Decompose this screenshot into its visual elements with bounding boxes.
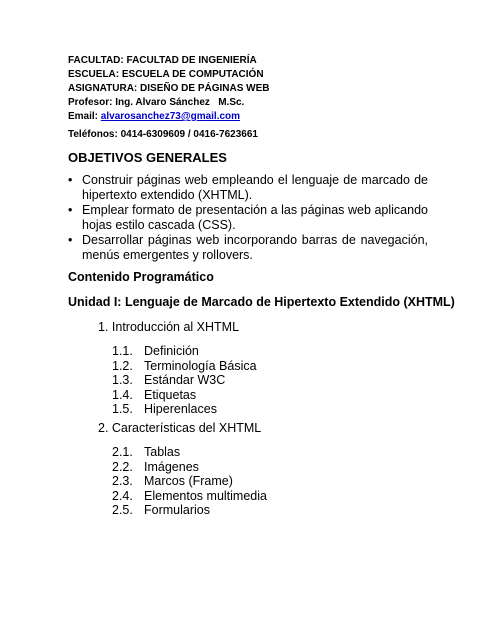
subtopic-number: 2.2.	[112, 459, 133, 474]
list-item	[112, 474, 267, 489]
unidad-title: Unidad I: Lenguaje de Marcado de Hipertexto Extendido (XHTML)	[68, 295, 455, 309]
subtopic-text: Etiquetas	[144, 387, 197, 402]
subtopic-number: 1.3.	[112, 373, 133, 387]
subtopic-list-2	[112, 445, 267, 518]
list-item	[68, 203, 428, 233]
objetivo-text: Construir páginas web empleando el lenguaje de marcado de hipertexto extendido (XHTML).	[82, 173, 428, 202]
objetivo-text: Desarrollar páginas web incorporando barras de navegación, menús emergentes y rollovers.	[82, 233, 428, 262]
header-profesor: Profesor: Ing. Alvaro Sánchez M.Sc.	[68, 97, 245, 108]
subtopic-text: Marcos (Frame)	[144, 474, 233, 488]
contenido-title: Contenido Programático	[68, 270, 214, 284]
list-item	[112, 489, 267, 504]
list-item	[68, 233, 428, 263]
list-item	[112, 402, 257, 417]
objetivo-text: Emplear formato de presentación a las páginas web aplicando hojas estilo cascada (CSS).	[82, 203, 428, 232]
bullet-icon: •	[68, 233, 73, 247]
list-item	[112, 388, 257, 403]
list-item	[112, 445, 267, 460]
bullet-icon: •	[68, 203, 73, 217]
subtopic-number: 1.5.	[112, 402, 133, 416]
list-item	[112, 460, 267, 475]
subtopic-text: Imágenes	[144, 459, 199, 474]
subtopic-text: Terminología Básica	[144, 358, 257, 373]
subtopic-number: 1.2.	[112, 358, 133, 373]
header-escuela: ESCUELA: ESCUELA DE COMPUTACIÓN	[68, 69, 264, 80]
objetivos-list	[68, 173, 428, 263]
header-telefonos: Teléfonos: 0414-6309609 / 0416-7623661	[68, 129, 258, 140]
subtopic-list-1	[112, 344, 257, 417]
topic-2: 2. Características del XHTML	[98, 421, 262, 435]
topic-1: 1. Introducción al XHTML	[98, 320, 240, 334]
email-label: Email:	[68, 111, 101, 122]
email-link[interactable]: alvarosanchez73@gmail.com	[100, 111, 241, 122]
subtopic-number: 2.5.	[112, 503, 133, 517]
subtopic-number: 1.1.	[112, 344, 133, 358]
list-item	[112, 359, 257, 374]
list-item	[68, 173, 428, 203]
bullet-icon: •	[68, 173, 73, 187]
objetivos-title: OBJETIVOS GENERALES	[68, 150, 227, 165]
subtopic-number: 2.3.	[112, 474, 133, 488]
subtopic-number: 2.1.	[112, 445, 133, 459]
subtopic-text: Hiperenlaces	[144, 402, 217, 416]
subtopic-number: 2.4.	[112, 488, 133, 503]
subtopic-text: Elementos multimedia	[144, 488, 267, 503]
subtopic-number: 1.4.	[112, 387, 133, 402]
header-email-line	[68, 111, 240, 123]
list-item	[112, 373, 257, 388]
header-asignatura: ASIGNATURA: DISEÑO DE PÁGINAS WEB	[68, 83, 270, 94]
list-item	[112, 503, 267, 518]
subtopic-text: Definición	[144, 344, 199, 358]
list-item	[112, 344, 257, 359]
header-facultad: FACULTAD: FACULTAD DE INGENIERÍA	[68, 55, 257, 66]
subtopic-text: Estándar W3C	[144, 373, 226, 387]
subtopic-text: Formularios	[144, 503, 210, 517]
subtopic-text: Tablas	[144, 445, 181, 459]
